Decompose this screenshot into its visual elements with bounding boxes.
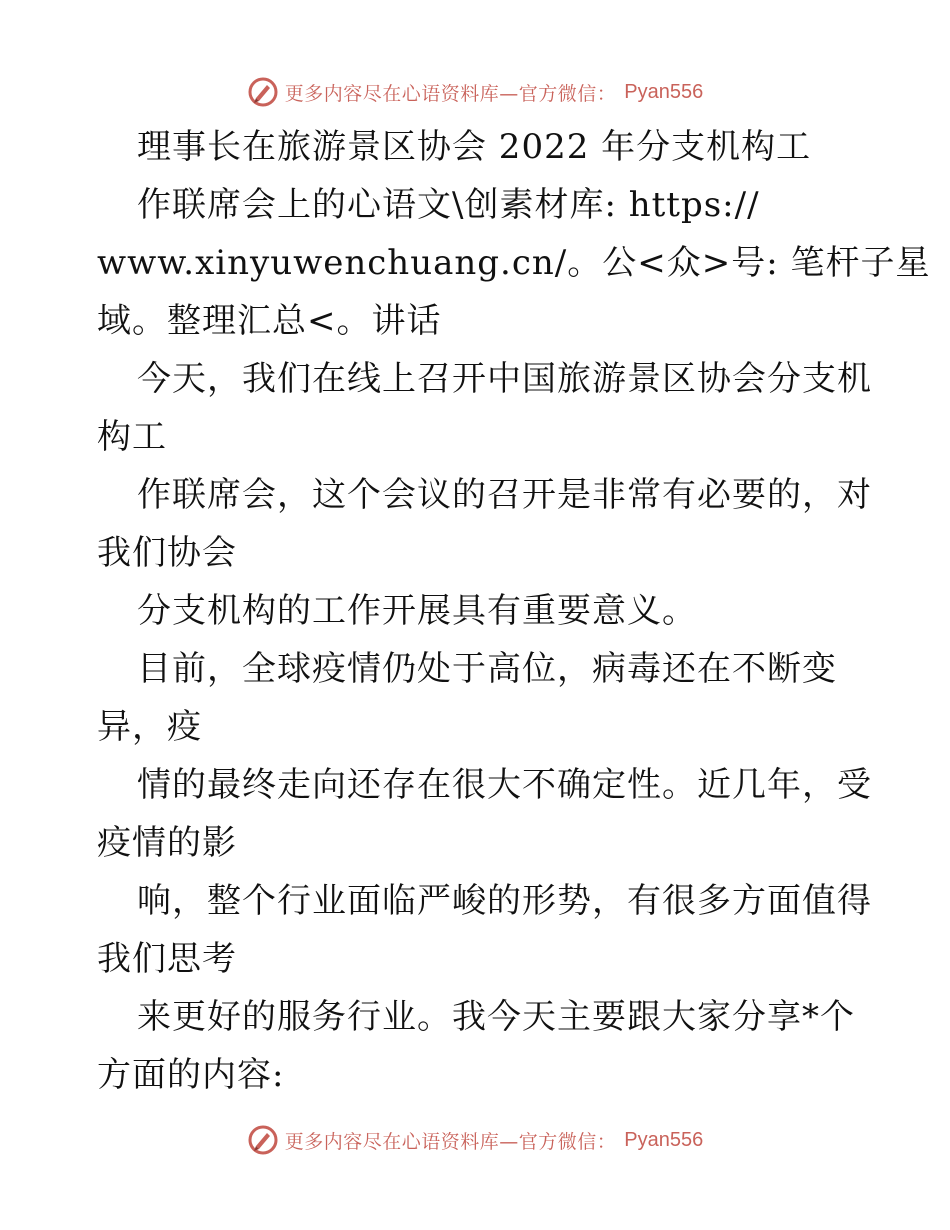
- pen-logo-icon: [247, 1124, 279, 1156]
- paragraph-line: 今天，我们在线上召开中国旅游景区协会分支机: [137, 359, 872, 399]
- title-line-4: 域。整理汇总<。讲话: [97, 301, 442, 341]
- banner-content: [247, 76, 703, 108]
- footer-watermark-banner: [0, 1120, 950, 1160]
- title-line-1: 理事长在旅游景区协会 2022 年分支机构工: [137, 127, 812, 167]
- paragraph-line: 情的最终走向还存在很大不确定性。近几年，受: [137, 765, 872, 805]
- paragraph-line: 方面的内容:: [97, 1055, 285, 1095]
- document-body: [97, 118, 931, 1104]
- banner-text: 更多内容尽在心语资料库—官方微信：: [284, 1130, 617, 1153]
- paragraph-line: 目前，全球疫情仍处于高位，病毒还在不断变: [137, 649, 837, 689]
- wechat-id: Pyan556: [624, 80, 704, 103]
- banner-text: 更多内容尽在心语资料库—官方微信：: [284, 82, 617, 105]
- paragraph-line: 来更好的服务行业。我今天主要跟大家分享*个: [137, 997, 855, 1037]
- header-watermark-banner: [0, 72, 950, 112]
- paragraph-line: 作联席会，这个会议的召开是非常有必要的，对: [137, 475, 872, 515]
- title-line-2: 作联席会上的心语文\创素材库: https://: [137, 185, 760, 225]
- title-line-3: www.xinyuwenchuang.cn/。公<众>号: 笔杆子星: [97, 243, 931, 283]
- paragraph-line: 构工: [97, 417, 167, 457]
- pen-logo-icon: [247, 76, 279, 108]
- paragraph-line: 分支机构的工作开展具有重要意义。: [137, 591, 697, 631]
- wechat-id: Pyan556: [624, 1128, 704, 1151]
- paragraph-line: 响，整个行业面临严峻的形势，有很多方面值得: [137, 881, 872, 921]
- banner-content: [247, 1124, 703, 1156]
- paragraph-line: 我们协会: [97, 533, 237, 573]
- paragraph-line: 疫情的影: [97, 823, 237, 863]
- paragraph-line: 我们思考: [97, 939, 237, 979]
- paragraph-line: 异，疫: [97, 707, 202, 747]
